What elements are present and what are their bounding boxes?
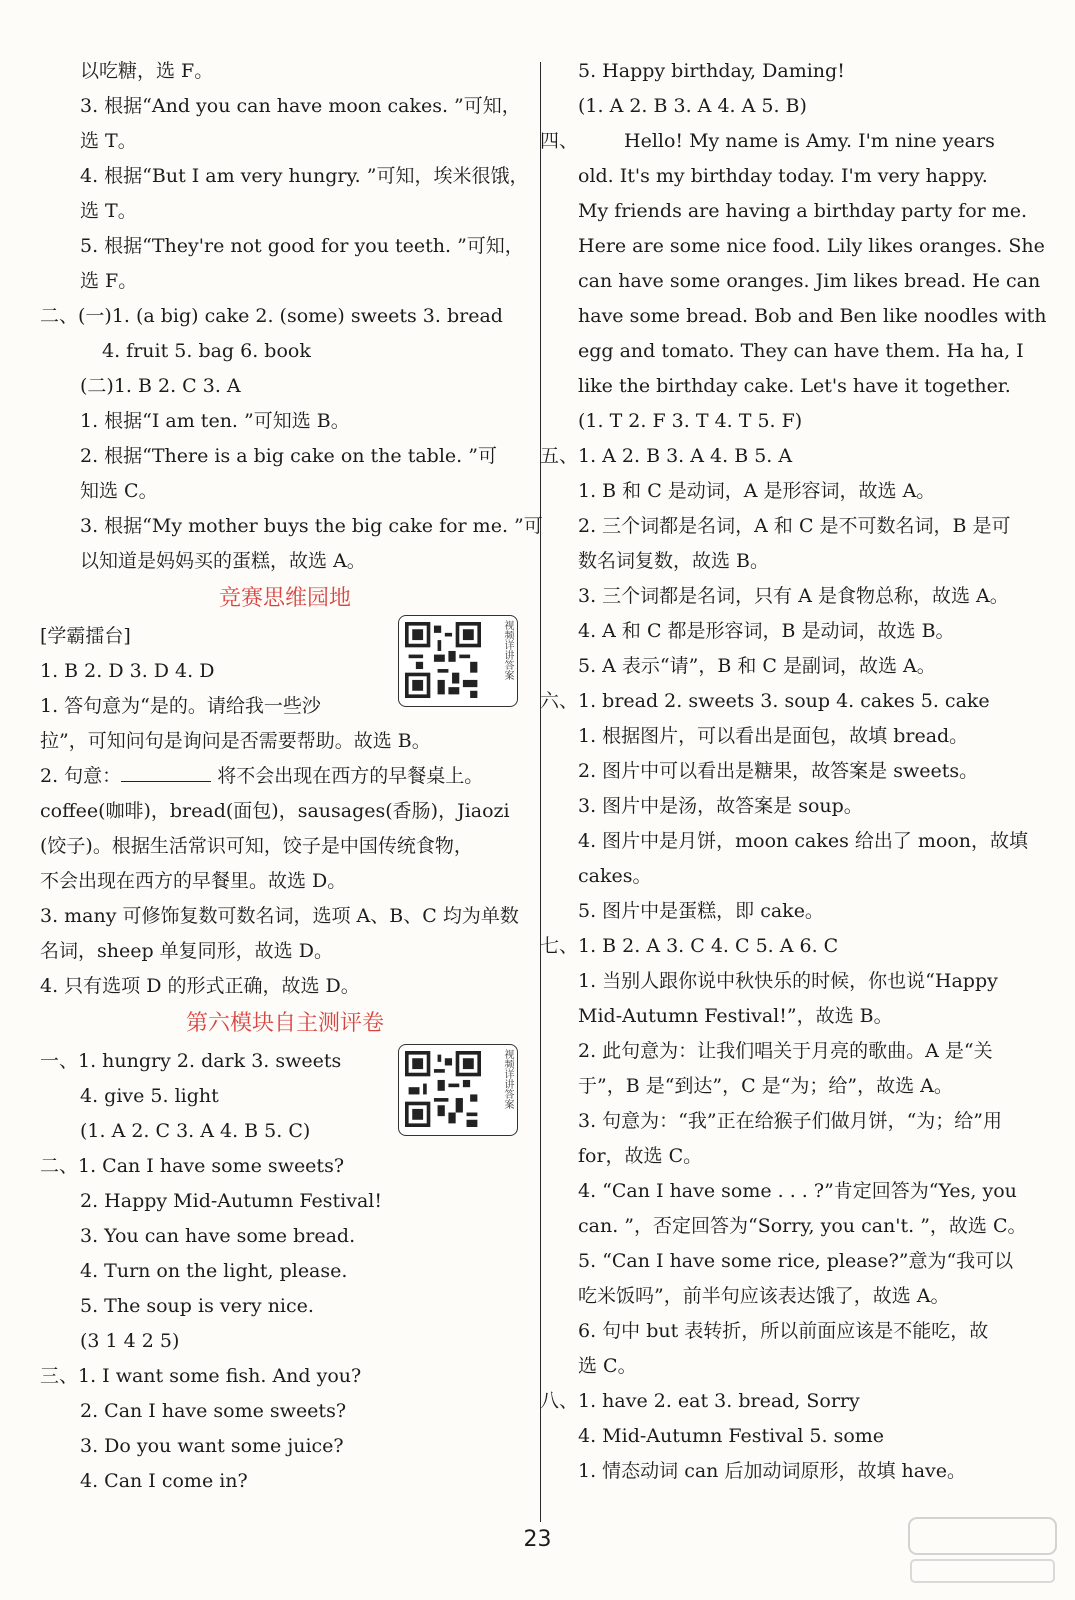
section-eight-answers: 八、1. have 2. eat 3. bread, Sorry bbox=[540, 1390, 860, 1412]
text-line: 5. A 表示“请”，B 和 C 是副词，故选 A。 bbox=[578, 655, 936, 677]
section-five-answers: 五、1. A 2. B 3. A 4. B 5. A bbox=[540, 445, 793, 467]
text-line: 4. “Can I have some . . . ?”肯定回答为“Yes, you bbox=[578, 1180, 1017, 1202]
qr-code-icon bbox=[405, 1051, 481, 1127]
passage-answers: (1. T 2. F 3. T 4. T 5. F) bbox=[578, 410, 803, 432]
left-column bbox=[40, 54, 543, 1499]
qr-code-icon bbox=[405, 622, 481, 698]
section-heading-competition: 竞赛思维园地 bbox=[218, 586, 351, 611]
text-line: coffee(咖啡)，bread(面包)，sausages(香肠)，Jiaozi bbox=[40, 800, 510, 822]
section-one-answers-cont: 4. give 5. light bbox=[80, 1085, 219, 1107]
fill-blank bbox=[121, 761, 211, 782]
text-line: 以吃糖，选 F。 bbox=[80, 60, 214, 82]
section-two-part-two: (二)1. B 2. C 3. A bbox=[80, 375, 241, 397]
text-line: 2. 三个词都是名词，A 和 C 是不可数名词，B 是可 bbox=[578, 515, 1011, 537]
text-line: 5. Happy birthday, Daming! bbox=[578, 60, 845, 82]
text-line: 选 T。 bbox=[80, 130, 137, 152]
text-line: (饺子)。根据生活常识可知，饺子是中国传统食物， bbox=[40, 835, 473, 857]
text-line: 1. 情态动词 can 后加动词原形，故填 have。 bbox=[578, 1460, 967, 1482]
section-one-choice: (1. A 2. C 3. A 4. B 5. C) bbox=[80, 1120, 311, 1142]
section-two-sentences: 二、1. Can I have some sweets? bbox=[40, 1155, 345, 1177]
column-divider bbox=[540, 62, 541, 1522]
text-line: 于”，B 是“到达”，C 是“为；给”，故选 A。 bbox=[578, 1075, 953, 1097]
passage-line: My friends are having a birthday party for me. bbox=[578, 200, 1028, 222]
text-line: for，故选 C。 bbox=[578, 1145, 703, 1167]
text-line: 3. 根据“My mother buys the big cake for me. ”可 bbox=[80, 515, 543, 537]
text-line: 3. 图片中是汤，故答案是 soup。 bbox=[578, 795, 863, 817]
text-line: 1. 根据图片，可以看出是面包，故填 bread。 bbox=[578, 725, 969, 747]
text-line: 以知道是妈妈买的蛋糕，故选 A。 bbox=[80, 550, 366, 572]
text-line: 4. Mid-Autumn Festival 5. some bbox=[578, 1425, 885, 1447]
text-line: 1. 根据“I am ten. ”可知选 B。 bbox=[80, 410, 350, 432]
section-three-sentences: 三、1. I want some fish. And you? bbox=[40, 1365, 362, 1387]
passage-line: Here are some nice food. Lily likes oranges. She bbox=[578, 235, 1045, 257]
qr-code-box[interactable] bbox=[398, 615, 518, 707]
text-line: 2. Can I have some sweets? bbox=[80, 1400, 346, 1422]
text-line: 拉”，可知问句是询问是否需要帮助。故选 B。 bbox=[40, 730, 431, 752]
text-line: Mid-Autumn Festival!”，故选 B。 bbox=[578, 1005, 893, 1027]
qr-label: 视频详讲答案 bbox=[502, 620, 513, 680]
qr-label: 视频详讲答案 bbox=[502, 1049, 513, 1109]
text-line: 4. Can I come in? bbox=[80, 1470, 248, 1492]
text-line: 不会出现在西方的早餐里。故选 D。 bbox=[40, 870, 347, 892]
section-two-answers-cont: 4. fruit 5. bag 6. book bbox=[102, 340, 311, 362]
passage-line: have some bread. Bob and Ben like noodles with bbox=[578, 305, 1047, 327]
section-heading-module-six: 第六模块自主测评卷 bbox=[185, 1011, 384, 1036]
text-line: 2. 根据“There is a big cake on the table. ”可 bbox=[80, 445, 497, 467]
passage-line: can have some oranges. Jim likes bread. He can bbox=[578, 270, 1041, 292]
passage-line: old. It's my birthday today. I'm very happy. bbox=[578, 165, 988, 187]
page-number: 23 bbox=[523, 1527, 552, 1552]
passage-line: egg and tomato. They can have them. Ha ha, I bbox=[578, 340, 1024, 362]
text-line: 5. 图片中是蛋糕，即 cake。 bbox=[578, 900, 824, 922]
text-line: 3. You can have some bread. bbox=[80, 1225, 356, 1247]
xueba-title: [学霸擂台] bbox=[40, 625, 131, 647]
text-line: 名词，sheep 单复同形，故选 D。 bbox=[40, 940, 333, 962]
text-line: 知选 C。 bbox=[80, 480, 158, 502]
right-column bbox=[540, 54, 1047, 1489]
text-line: 选 T。 bbox=[80, 200, 137, 222]
qr-code-box[interactable] bbox=[398, 1044, 518, 1136]
text-line: (1. A 2. B 3. A 4. A 5. B) bbox=[578, 95, 807, 117]
text-line: 5. “Can I have some rice, please?”意为“我可以 bbox=[578, 1250, 1014, 1272]
text-line: 2. 图片中可以看出是糖果，故答案是 sweets。 bbox=[578, 760, 979, 782]
text-line: 选 C。 bbox=[578, 1355, 637, 1377]
text-line: 6. 句中 but 表转折，所以前面应该是不能吃，故 bbox=[578, 1320, 989, 1342]
text-line: 1. 当别人跟你说中秋快乐的时候，你也说“Happy bbox=[578, 970, 998, 992]
text-line: 4. A 和 C 都是形容词，B 是动词，故选 B。 bbox=[578, 620, 955, 642]
text-line: 2. Happy Mid-Autumn Festival! bbox=[80, 1190, 383, 1212]
text-line: 选 F。 bbox=[80, 270, 138, 292]
text-line: 3. 根据“And you can have moon cakes. ”可知， bbox=[80, 95, 521, 117]
section-seven-answers: 七、1. B 2. A 3. C 4. C 5. A 6. C bbox=[540, 935, 839, 957]
text-line: 3. Do you want some juice? bbox=[80, 1435, 344, 1457]
text-line: 3. 句意为：“我”正在给猴子们做月饼，“为；给”用 bbox=[578, 1110, 1003, 1132]
text-line: 3. 三个词都是名词，只有 A 是食物总称，故选 A。 bbox=[578, 585, 1009, 607]
text-line: 5. The soup is very nice. bbox=[80, 1295, 314, 1317]
text-line: (3 1 4 2 5) bbox=[80, 1330, 180, 1352]
text-line: can. ”，否定回答为“Sorry, you can't. ”，故选 C。 bbox=[578, 1215, 1027, 1237]
passage-line: like the birthday cake. Let's have it together. bbox=[578, 375, 1011, 397]
text-line: 4. Turn on the light, please. bbox=[80, 1260, 348, 1282]
section-four-number: 四、 bbox=[540, 130, 579, 152]
section-one-answers: 一、1. hungry 2. dark 3. sweets bbox=[40, 1050, 342, 1072]
text-line: 4. 图片中是月饼，moon cakes 给出了 moon，故填 bbox=[578, 830, 1029, 852]
text-line: 3. many 可修饰复数可数名词，选项 A、B、C 均为单数 bbox=[40, 905, 519, 927]
text-line: 数名词复数，故选 B。 bbox=[578, 550, 770, 572]
section-two-answers: 二、(一)1. (a big) cake 2. (some) sweets 3. bread bbox=[40, 305, 503, 327]
text-line: 5. 根据“They're not good for you teeth. ”可知， bbox=[80, 235, 524, 257]
xueba-answers: 1. B 2. D 3. D 4. D bbox=[40, 660, 215, 682]
text-line: 4. 只有选项 D 的形式正确，故选 D。 bbox=[40, 975, 360, 997]
text-line: 吃米饭吗”，前半句应该表达饿了，故选 A。 bbox=[578, 1285, 950, 1307]
text-line: 1. B 和 C 是动词，A 是形容词，故选 A。 bbox=[578, 480, 936, 502]
text-line: 2. 句意： 将不会出现在西方的早餐桌上。 bbox=[40, 759, 530, 794]
section-six-answers: 六、1. bread 2. sweets 3. soup 4. cakes 5. cake bbox=[540, 690, 990, 712]
passage-line: Hello! My name is Amy. I'm nine years bbox=[624, 130, 995, 152]
text-line: cakes。 bbox=[578, 865, 652, 887]
text-line: 4. 根据“But I am very hungry. ”可知，埃米很饿， bbox=[80, 165, 529, 187]
watermark-logo-icon bbox=[905, 1512, 1060, 1587]
text-line: 1. 答句意为“是的。请给我一些沙 bbox=[40, 695, 321, 717]
text-line: 2. 此句意为：让我们唱关于月亮的歌曲。A 是“关 bbox=[578, 1040, 993, 1062]
